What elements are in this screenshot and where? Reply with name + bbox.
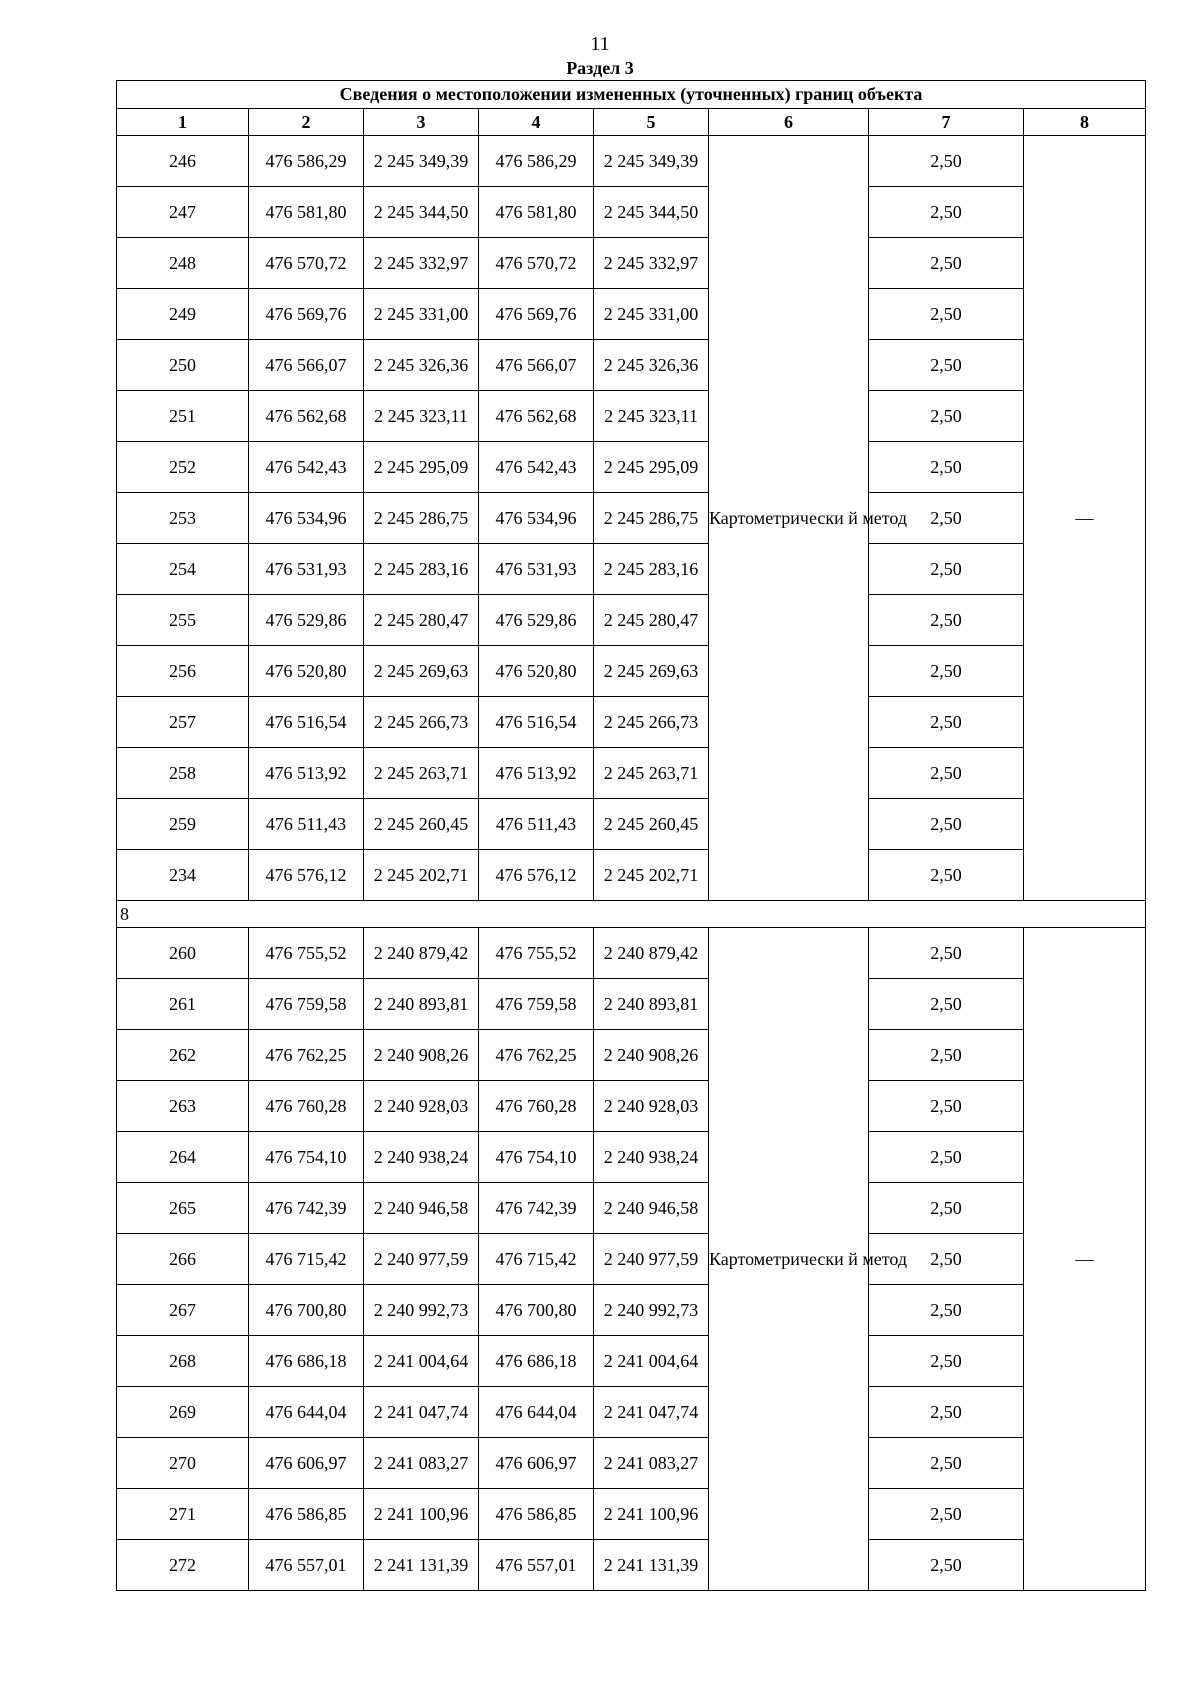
x-new-cell: 476 562,68 [479, 391, 594, 442]
accuracy-cell: 2,50 [869, 1285, 1024, 1336]
y-old-cell: 2 245 286,75 [364, 493, 479, 544]
y-new-cell: 2 241 004,64 [594, 1336, 709, 1387]
table-row [117, 442, 1146, 493]
method-cell: Картометрически й метод [709, 136, 869, 901]
table-row [117, 1387, 1146, 1438]
accuracy-cell: 2,50 [869, 187, 1024, 238]
point-number-cell: 268 [117, 1336, 249, 1387]
table-row [117, 1234, 1146, 1285]
x-old-cell: 476 542,43 [249, 442, 364, 493]
y-new-cell: 2 241 083,27 [594, 1438, 709, 1489]
table-row [117, 1489, 1146, 1540]
x-old-cell: 476 566,07 [249, 340, 364, 391]
y-new-cell: 2 245 286,75 [594, 493, 709, 544]
point-number-cell: 272 [117, 1540, 249, 1591]
table-caption: Сведения о местоположении измененных (уточненных) границ объекта [117, 81, 1146, 109]
point-number-cell: 249 [117, 289, 249, 340]
x-old-cell: 476 531,93 [249, 544, 364, 595]
x-new-cell: 476 557,01 [479, 1540, 594, 1591]
section-title: Раздел 3 [566, 58, 634, 78]
x-old-cell: 476 742,39 [249, 1183, 364, 1234]
table-row [117, 136, 1146, 187]
point-number-cell: 264 [117, 1132, 249, 1183]
point-number-cell: 262 [117, 1030, 249, 1081]
table-row [117, 1030, 1146, 1081]
y-old-cell: 2 245 326,36 [364, 340, 479, 391]
point-number-cell: 259 [117, 799, 249, 850]
y-new-cell: 2 245 349,39 [594, 136, 709, 187]
x-old-cell: 476 606,97 [249, 1438, 364, 1489]
accuracy-cell: 2,50 [869, 340, 1024, 391]
y-new-cell: 2 240 908,26 [594, 1030, 709, 1081]
y-old-cell: 2 245 295,09 [364, 442, 479, 493]
table-row [117, 187, 1146, 238]
point-number-cell: 256 [117, 646, 249, 697]
accuracy-cell: 2,50 [869, 1387, 1024, 1438]
accuracy-cell: 2,50 [869, 1132, 1024, 1183]
table-row [117, 1336, 1146, 1387]
accuracy-cell: 2,50 [869, 289, 1024, 340]
x-old-cell: 476 586,85 [249, 1489, 364, 1540]
accuracy-cell: 2,50 [869, 1540, 1024, 1591]
y-new-cell: 2 245 260,45 [594, 799, 709, 850]
y-new-cell: 2 245 269,63 [594, 646, 709, 697]
table-row [117, 979, 1146, 1030]
group-label-row [117, 901, 1146, 928]
y-old-cell: 2 245 280,47 [364, 595, 479, 646]
point-number-cell: 267 [117, 1285, 249, 1336]
page-number: 11 [590, 33, 610, 55]
table-row [117, 238, 1146, 289]
point-number-cell: 258 [117, 748, 249, 799]
table-row [117, 1132, 1146, 1183]
table-body [117, 136, 1146, 1591]
y-old-cell: 2 241 004,64 [364, 1336, 479, 1387]
accuracy-cell: 2,50 [869, 1081, 1024, 1132]
table-row [117, 1438, 1146, 1489]
point-number-cell: 263 [117, 1081, 249, 1132]
y-new-cell: 2 240 992,73 [594, 1285, 709, 1336]
point-number-cell: 261 [117, 979, 249, 1030]
x-old-cell: 476 759,58 [249, 979, 364, 1030]
y-new-cell: 2 240 928,03 [594, 1081, 709, 1132]
x-old-cell: 476 513,92 [249, 748, 364, 799]
y-new-cell: 2 245 326,36 [594, 340, 709, 391]
column-header-6: 6 [709, 109, 869, 136]
accuracy-cell: 2,50 [869, 748, 1024, 799]
x-new-cell: 476 700,80 [479, 1285, 594, 1336]
table-row [117, 646, 1146, 697]
point-number-cell: 260 [117, 928, 249, 979]
x-old-cell: 476 586,29 [249, 136, 364, 187]
x-old-cell: 476 529,86 [249, 595, 364, 646]
coordinates-table [116, 80, 1146, 1591]
x-old-cell: 476 511,43 [249, 799, 364, 850]
y-old-cell: 2 240 992,73 [364, 1285, 479, 1336]
table-row [117, 928, 1146, 979]
x-new-cell: 476 760,28 [479, 1081, 594, 1132]
x-new-cell: 476 586,85 [479, 1489, 594, 1540]
accuracy-cell: 2,50 [869, 799, 1024, 850]
x-old-cell: 476 760,28 [249, 1081, 364, 1132]
column-header-4: 4 [479, 109, 594, 136]
y-new-cell: 2 241 047,74 [594, 1387, 709, 1438]
point-number-cell: 248 [117, 238, 249, 289]
point-number-cell: 252 [117, 442, 249, 493]
y-old-cell: 2 240 946,58 [364, 1183, 479, 1234]
x-new-cell: 476 529,86 [479, 595, 594, 646]
x-old-cell: 476 581,80 [249, 187, 364, 238]
x-new-cell: 476 534,96 [479, 493, 594, 544]
table-row [117, 595, 1146, 646]
x-old-cell: 476 686,18 [249, 1336, 364, 1387]
table-row [117, 697, 1146, 748]
y-new-cell: 2 245 344,50 [594, 187, 709, 238]
column-header-1: 1 [117, 109, 249, 136]
accuracy-cell: 2,50 [869, 136, 1024, 187]
y-new-cell: 2 245 266,73 [594, 697, 709, 748]
x-new-cell: 476 542,43 [479, 442, 594, 493]
group-label: 8 [117, 901, 1146, 928]
point-number-cell: 254 [117, 544, 249, 595]
x-new-cell: 476 606,97 [479, 1438, 594, 1489]
point-number-cell: 257 [117, 697, 249, 748]
x-new-cell: 476 742,39 [479, 1183, 594, 1234]
table-row [117, 340, 1146, 391]
x-old-cell: 476 700,80 [249, 1285, 364, 1336]
y-old-cell: 2 245 266,73 [364, 697, 479, 748]
table-row [117, 748, 1146, 799]
x-new-cell: 476 516,54 [479, 697, 594, 748]
y-new-cell: 2 245 331,00 [594, 289, 709, 340]
y-old-cell: 2 245 260,45 [364, 799, 479, 850]
point-number-cell: 251 [117, 391, 249, 442]
column-header-8: 8 [1024, 109, 1146, 136]
y-old-cell: 2 245 283,16 [364, 544, 479, 595]
x-new-cell: 476 755,52 [479, 928, 594, 979]
x-new-cell: 476 570,72 [479, 238, 594, 289]
accuracy-cell: 2,50 [869, 1183, 1024, 1234]
y-old-cell: 2 241 047,74 [364, 1387, 479, 1438]
x-old-cell: 476 534,96 [249, 493, 364, 544]
accuracy-cell: 2,50 [869, 595, 1024, 646]
accuracy-cell: 2,50 [869, 391, 1024, 442]
y-old-cell: 2 245 349,39 [364, 136, 479, 187]
table-row [117, 544, 1146, 595]
x-old-cell: 476 516,54 [249, 697, 364, 748]
point-number-cell: 255 [117, 595, 249, 646]
x-old-cell: 476 569,76 [249, 289, 364, 340]
accuracy-cell: 2,50 [869, 238, 1024, 289]
y-old-cell: 2 245 323,11 [364, 391, 479, 442]
x-old-cell: 476 570,72 [249, 238, 364, 289]
y-old-cell: 2 245 332,97 [364, 238, 479, 289]
accuracy-cell: 2,50 [869, 850, 1024, 901]
x-old-cell: 476 557,01 [249, 1540, 364, 1591]
accuracy-cell: 2,50 [869, 1336, 1024, 1387]
accuracy-cell: 2,50 [869, 1030, 1024, 1081]
y-old-cell: 2 240 977,59 [364, 1234, 479, 1285]
point-number-cell: 246 [117, 136, 249, 187]
y-old-cell: 2 245 269,63 [364, 646, 479, 697]
y-new-cell: 2 245 263,71 [594, 748, 709, 799]
x-new-cell: 476 566,07 [479, 340, 594, 391]
y-old-cell: 2 240 893,81 [364, 979, 479, 1030]
y-new-cell: 2 245 280,47 [594, 595, 709, 646]
x-new-cell: 476 762,25 [479, 1030, 594, 1081]
x-new-cell: 476 511,43 [479, 799, 594, 850]
x-new-cell: 476 586,29 [479, 136, 594, 187]
y-new-cell: 2 240 879,42 [594, 928, 709, 979]
point-number-cell: 271 [117, 1489, 249, 1540]
accuracy-cell: 2,50 [869, 1234, 1024, 1285]
x-old-cell: 476 562,68 [249, 391, 364, 442]
point-number-cell: 265 [117, 1183, 249, 1234]
y-new-cell: 2 245 332,97 [594, 238, 709, 289]
table-row [117, 850, 1146, 901]
y-old-cell: 2 241 131,39 [364, 1540, 479, 1591]
point-number-cell: 253 [117, 493, 249, 544]
x-new-cell: 476 759,58 [479, 979, 594, 1030]
point-number-cell: 234 [117, 850, 249, 901]
point-number-cell: 269 [117, 1387, 249, 1438]
x-new-cell: 476 754,10 [479, 1132, 594, 1183]
dash-cell: — [1024, 136, 1146, 901]
y-old-cell: 2 240 938,24 [364, 1132, 479, 1183]
y-new-cell: 2 245 283,16 [594, 544, 709, 595]
x-old-cell: 476 754,10 [249, 1132, 364, 1183]
accuracy-cell: 2,50 [869, 544, 1024, 595]
x-old-cell: 476 762,25 [249, 1030, 364, 1081]
point-number-cell: 250 [117, 340, 249, 391]
table-row [117, 1540, 1146, 1591]
x-new-cell: 476 520,80 [479, 646, 594, 697]
y-old-cell: 2 245 202,71 [364, 850, 479, 901]
point-number-cell: 270 [117, 1438, 249, 1489]
x-new-cell: 476 569,76 [479, 289, 594, 340]
accuracy-cell: 2,50 [869, 979, 1024, 1030]
x-new-cell: 476 715,42 [479, 1234, 594, 1285]
x-new-cell: 476 644,04 [479, 1387, 594, 1438]
accuracy-cell: 2,50 [869, 646, 1024, 697]
accuracy-cell: 2,50 [869, 928, 1024, 979]
table-row [117, 1081, 1146, 1132]
y-new-cell: 2 240 977,59 [594, 1234, 709, 1285]
y-old-cell: 2 241 100,96 [364, 1489, 479, 1540]
y-old-cell: 2 241 083,27 [364, 1438, 479, 1489]
y-old-cell: 2 245 263,71 [364, 748, 479, 799]
table-row [117, 493, 1146, 544]
y-new-cell: 2 240 893,81 [594, 979, 709, 1030]
x-new-cell: 476 686,18 [479, 1336, 594, 1387]
y-new-cell: 2 245 202,71 [594, 850, 709, 901]
x-old-cell: 476 644,04 [249, 1387, 364, 1438]
x-new-cell: 476 531,93 [479, 544, 594, 595]
dash-cell: — [1024, 928, 1146, 1591]
y-new-cell: 2 241 131,39 [594, 1540, 709, 1591]
table-row [117, 1183, 1146, 1234]
column-header-2: 2 [249, 109, 364, 136]
y-new-cell: 2 240 938,24 [594, 1132, 709, 1183]
y-new-cell: 2 241 100,96 [594, 1489, 709, 1540]
y-new-cell: 2 240 946,58 [594, 1183, 709, 1234]
x-old-cell: 476 576,12 [249, 850, 364, 901]
x-new-cell: 476 576,12 [479, 850, 594, 901]
y-old-cell: 2 240 908,26 [364, 1030, 479, 1081]
table-row [117, 1285, 1146, 1336]
column-header-3: 3 [364, 109, 479, 136]
y-old-cell: 2 245 331,00 [364, 289, 479, 340]
y-old-cell: 2 240 928,03 [364, 1081, 479, 1132]
table-row [117, 799, 1146, 850]
accuracy-cell: 2,50 [869, 493, 1024, 544]
accuracy-cell: 2,50 [869, 1438, 1024, 1489]
y-old-cell: 2 245 344,50 [364, 187, 479, 238]
column-header-5: 5 [594, 109, 709, 136]
column-header-7: 7 [869, 109, 1024, 136]
method-cell: Картометрически й метод [709, 928, 869, 1591]
accuracy-cell: 2,50 [869, 1489, 1024, 1540]
x-old-cell: 476 755,52 [249, 928, 364, 979]
x-old-cell: 476 715,42 [249, 1234, 364, 1285]
accuracy-cell: 2,50 [869, 697, 1024, 748]
point-number-cell: 247 [117, 187, 249, 238]
x-new-cell: 476 581,80 [479, 187, 594, 238]
x-old-cell: 476 520,80 [249, 646, 364, 697]
accuracy-cell: 2,50 [869, 442, 1024, 493]
point-number-cell: 266 [117, 1234, 249, 1285]
table-row [117, 391, 1146, 442]
header-row [117, 109, 1146, 136]
y-new-cell: 2 245 323,11 [594, 391, 709, 442]
table-row [117, 289, 1146, 340]
y-old-cell: 2 240 879,42 [364, 928, 479, 979]
y-new-cell: 2 245 295,09 [594, 442, 709, 493]
x-new-cell: 476 513,92 [479, 748, 594, 799]
